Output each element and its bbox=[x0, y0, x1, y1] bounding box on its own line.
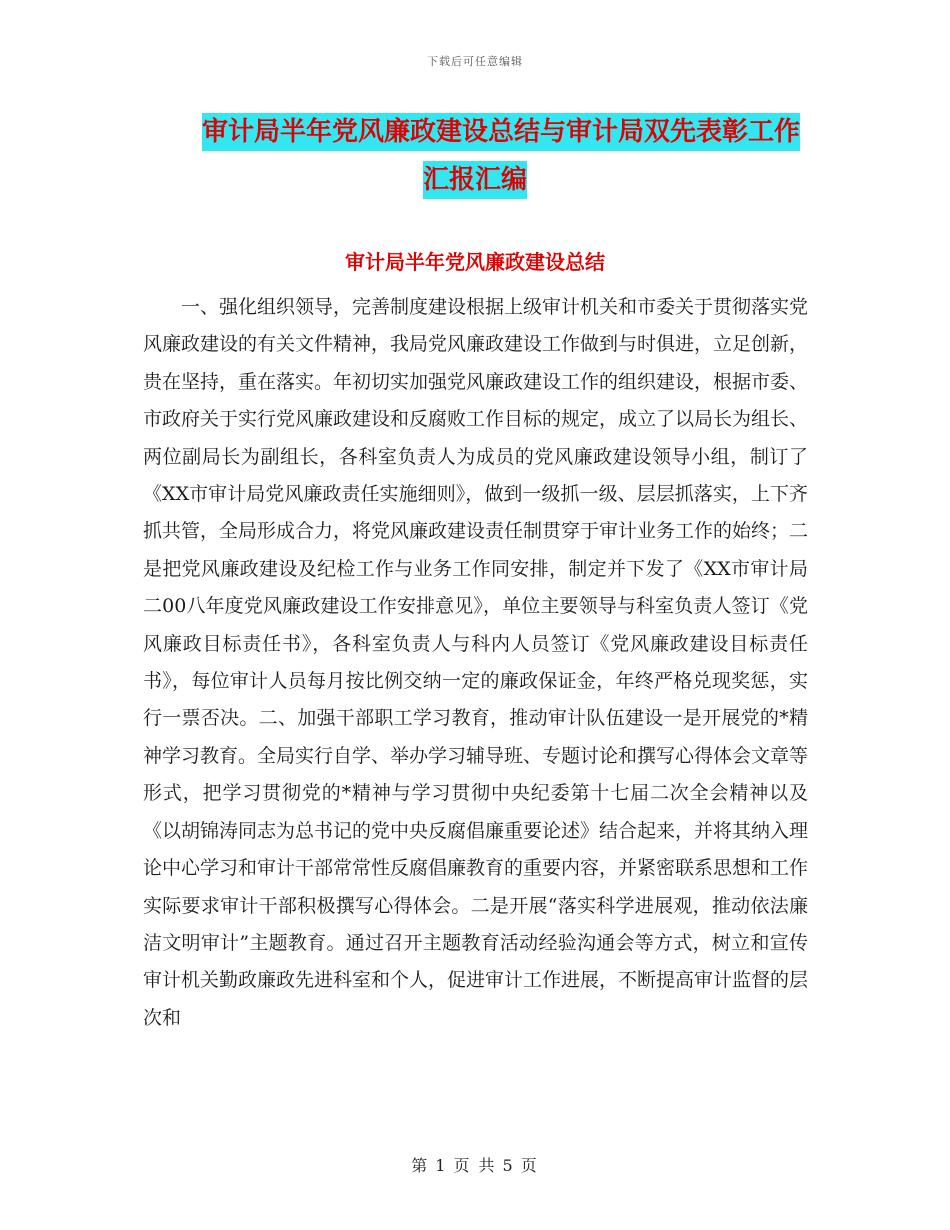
page-total: 5 bbox=[502, 1156, 515, 1175]
page-number: 1 bbox=[435, 1156, 448, 1175]
document-title-line1 bbox=[0, 108, 950, 156]
header-note: 下载后可任意编辑 bbox=[427, 55, 523, 68]
title-highlight: 汇报汇编 bbox=[423, 161, 527, 199]
page-footer bbox=[0, 1153, 950, 1176]
title-highlight: 审计局半年党风廉政建设总结与审计局双先表彰工作 bbox=[202, 113, 800, 151]
footer-suffix: 页 bbox=[520, 1156, 539, 1175]
section-title: 审计局半年党风廉政建设总结 bbox=[345, 250, 605, 274]
body-paragraph: 一、强化组织领导，完善制度建设根据上级审计机关和市委关于贯彻落实党风廉政建设的有关文件精神，我局党风廉政建设工作做到与时俱进，立足创新，贵在坚持，重在落实。年初切实加强党风廉政建设工作的组织建设，根据市委、市政府关于实行党风廉政建设和反腐败工作目标的规定，成立了以局长为组长、两位副局长为副组长，各科室负责人为成员的党风廉政建设领导小组，制订了《XX市审计局党风廉政责任实施细则》，做到一级抓一级、层层抓落实，上下齐抓共管，全局形成合力，将党风廉政建设责任制贯穿于审计业务工作的始终；二是把党风廉政建设及纪检工作与业务工作同安排，制定并下发了《XX市审计局二00八年度党风廉政建设工作安排意见》，单位主要领导与科室负责人签订《党风廉政目标责任书》，各科室负责人与科内人员签订《党风廉政建设目标责任书》，每位审计人员每月按比例交纳一定的廉政保证金，年终严格兑现奖惩，实行一票否决。二、加强干部职工学习教育，推动审计队伍建设一是开展党的*精神学习教育。全局实行自学、举办学习辅导班、专题讨论和撰写心得体会文章等形式，把学习贯彻党的*精神与学习贯彻中央纪委第十七届二次全会精神以及《以胡锦涛同志为总书记的党中央反腐倡廉重要论述》结合起来，并将其纳入理论中心学习和审计干部常常性反腐倡廉教育的重要内容，并紧密联系思想和工作实际要求审计干部积极撰写心得体会。二是开展“落实科学进展观，推动依法廉洁文明审计”主题教育。通过召开主题教育活动经验沟通会等方式，树立和宣传审计机关勤政廉政先进科室和个人，促进审计工作进展，不断提高审计监督的层次和 bbox=[143, 296, 809, 1029]
document-title-line2 bbox=[423, 161, 527, 199]
footer-middle: 页 共 bbox=[453, 1156, 497, 1175]
document-title bbox=[0, 108, 950, 204]
footer-prefix: 第 bbox=[411, 1156, 430, 1175]
